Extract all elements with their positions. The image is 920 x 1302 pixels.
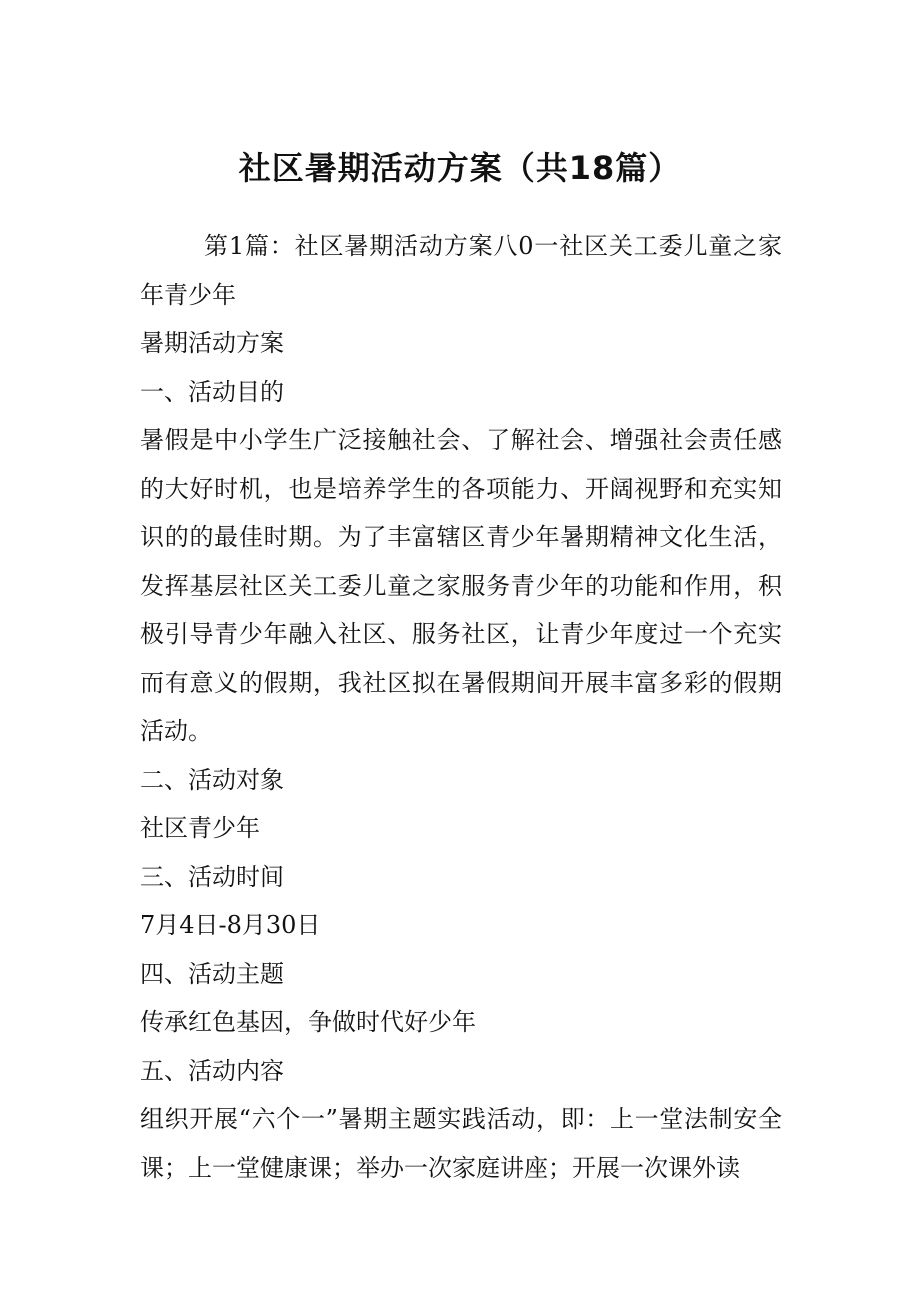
paragraph-theme: 传承红色基因，争做时代好少年	[140, 1008, 476, 1036]
paragraph-time: 7月4日-8月30日	[140, 911, 321, 939]
section-heading-theme: 四、活动主题	[140, 959, 284, 988]
document-title: 社区暑期活动方案（共18篇）	[238, 149, 682, 187]
section-heading-content: 五、活动内容	[140, 1056, 284, 1085]
section-heading-target: 二、活动对象	[140, 765, 284, 794]
paragraph-subtitle: 暑期活动方案	[140, 329, 284, 357]
paragraph-purpose: 暑假是中小学生广泛接触社会、了解社会、增强社会责任感的大好时机，也是培养学生的各项能力、开阔视野和充实知识的的最佳时期。为了丰富辖区青少年暑期精神文化生活，发挥基层社区关工委儿童之家服务青少年的功能和作用，积极引导青少年融入社区、服务社区，让青少年度过一个充实而有意义的假期，我社区拟在暑假期间开展丰富多彩的假期活动。	[140, 426, 782, 745]
document-body	[140, 222, 782, 1192]
section-heading-purpose: 一、活动目的	[140, 377, 284, 406]
paragraph-intro: 第1篇：社区暑期活动方案八0一社区关工委儿童之家年青少年	[140, 232, 782, 309]
paragraph-target: 社区青少年	[140, 814, 260, 842]
paragraph-content: 组织开展“六个一”暑期主题实践活动，即：上一堂法制安全课；上一堂健康课；举办一次家庭讲座；开展一次课外读	[140, 1105, 782, 1182]
section-heading-time: 三、活动时间	[140, 862, 284, 891]
